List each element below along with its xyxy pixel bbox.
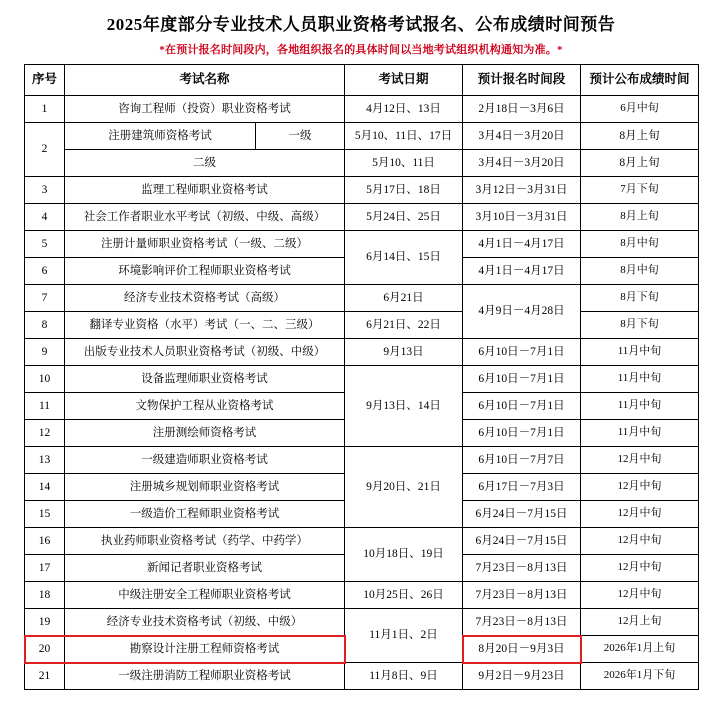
cell-publish: 7月下旬 xyxy=(581,177,699,204)
cell-name: 勘察设计注册工程师资格考试 xyxy=(65,636,345,663)
cell-name: 翻译专业资格（水平）考试（一、二、三级） xyxy=(65,312,345,339)
cell-seq: 14 xyxy=(25,474,65,501)
cell-seq: 16 xyxy=(25,528,65,555)
cell-registration: 7月23日－8月13日 xyxy=(463,582,581,609)
table-row xyxy=(25,447,699,474)
cell-seq: 15 xyxy=(25,501,65,528)
cell-registration: 3月10日－3月31日 xyxy=(463,204,581,231)
table-row xyxy=(25,150,699,177)
cell-date: 4月12日、13日 xyxy=(345,96,463,123)
cell-name: 经济专业技术资格考试（高级） xyxy=(65,285,345,312)
header-date: 考试日期 xyxy=(345,65,463,96)
cell-publish: 8月中旬 xyxy=(581,231,699,258)
cell-name: 一级造价工程师职业资格考试 xyxy=(65,501,345,528)
header-name: 考试名称 xyxy=(65,65,345,96)
cell-date: 5月10、11日、17日 xyxy=(345,123,463,150)
cell-date: 9月13日 xyxy=(345,339,463,366)
cell-publish: 2026年1月上旬 xyxy=(581,636,699,663)
cell-name: 设备监理师职业资格考试 xyxy=(65,366,345,393)
cell-name: 咨询工程师（投资）职业资格考试 xyxy=(65,96,345,123)
cell-seq: 21 xyxy=(25,663,65,690)
cell-registration: 2月18日－3月6日 xyxy=(463,96,581,123)
cell-date: 5月10、11日 xyxy=(345,150,463,177)
cell-name: 注册计量师职业资格考试（一级、二级） xyxy=(65,231,345,258)
cell-name: 文物保护工程从业资格考试 xyxy=(65,393,345,420)
cell-seq: 1 xyxy=(25,96,65,123)
cell-seq: 2 xyxy=(25,123,65,177)
cell-publish: 6月中旬 xyxy=(581,96,699,123)
cell-level: 二级 xyxy=(193,156,216,169)
header-publish: 预计公布成绩时间 xyxy=(581,65,699,96)
cell-name: 出版专业技术人员职业资格考试（初级、中级） xyxy=(65,339,345,366)
cell-publish: 12月中旬 xyxy=(581,555,699,582)
cell-registration: 6月10日－7月1日 xyxy=(463,420,581,447)
cell-name xyxy=(65,123,345,150)
exam-schedule-table xyxy=(24,64,699,690)
cell-publish: 11月中旬 xyxy=(581,393,699,420)
cell-seq: 17 xyxy=(25,555,65,582)
cell-name: 环境影响评价工程师职业资格考试 xyxy=(65,258,345,285)
cell-registration: 6月10日－7月1日 xyxy=(463,366,581,393)
cell-date: 9月13日、14日 xyxy=(345,366,463,447)
cell-publish: 12月中旬 xyxy=(581,474,699,501)
cell-publish: 12月中旬 xyxy=(581,582,699,609)
cell-publish: 2026年1月下旬 xyxy=(581,663,699,690)
table-row xyxy=(25,609,699,636)
cell-publish: 12月中旬 xyxy=(581,528,699,555)
cell-seq: 20 xyxy=(25,636,65,663)
cell-name: 经济专业技术资格考试（初级、中级） xyxy=(65,609,345,636)
cell-seq: 3 xyxy=(25,177,65,204)
cell-registration: 6月10日－7月1日 xyxy=(463,339,581,366)
cell-seq: 4 xyxy=(25,204,65,231)
cell-name: 社会工作者职业水平考试（初级、中级、高级） xyxy=(65,204,345,231)
table-row xyxy=(25,663,699,690)
cell-publish: 12月上旬 xyxy=(581,609,699,636)
cell-seq: 9 xyxy=(25,339,65,366)
cell-publish: 8月下旬 xyxy=(581,285,699,312)
cell-publish: 8月上旬 xyxy=(581,150,699,177)
table-row xyxy=(25,231,699,258)
cell-seq: 8 xyxy=(25,312,65,339)
table-row xyxy=(25,96,699,123)
cell-date: 11月8日、9日 xyxy=(345,663,463,690)
cell-publish: 11月中旬 xyxy=(581,339,699,366)
cell-name-text: 注册建筑师资格考试 xyxy=(65,123,256,149)
table-row xyxy=(25,123,699,150)
table-header-row xyxy=(25,65,699,96)
cell-publish: 8月下旬 xyxy=(581,312,699,339)
cell-registration: 3月4日－3月20日 xyxy=(463,123,581,150)
cell-name: 注册测绘师资格考试 xyxy=(65,420,345,447)
table-row xyxy=(25,312,699,339)
cell-publish: 8月中旬 xyxy=(581,258,699,285)
header-seq: 序号 xyxy=(25,65,65,96)
cell-seq: 18 xyxy=(25,582,65,609)
cell-date: 5月24日、25日 xyxy=(345,204,463,231)
cell-name: 监理工程师职业资格考试 xyxy=(65,177,345,204)
cell-publish: 11月中旬 xyxy=(581,420,699,447)
cell-name xyxy=(65,150,345,177)
cell-registration: 3月4日－3月20日 xyxy=(463,150,581,177)
cell-date: 10月18日、19日 xyxy=(345,528,463,582)
page-title: 2025年度部分专业技术人员职业资格考试报名、公布成绩时间预告 xyxy=(106,15,616,34)
cell-name: 执业药师职业资格考试（药学、中药学） xyxy=(65,528,345,555)
cell-name: 注册城乡规划师职业资格考试 xyxy=(65,474,345,501)
cell-seq: 5 xyxy=(25,231,65,258)
cell-registration: 4月1日－4月17日 xyxy=(463,231,581,258)
cell-date: 10月25日、26日 xyxy=(345,582,463,609)
cell-registration: 9月2日－9月23日 xyxy=(463,663,581,690)
cell-registration: 6月17日－7月3日 xyxy=(463,474,581,501)
table-row xyxy=(25,285,699,312)
cell-seq: 12 xyxy=(25,420,65,447)
cell-date: 6月14日、15日 xyxy=(345,231,463,285)
cell-seq: 11 xyxy=(25,393,65,420)
cell-seq: 13 xyxy=(25,447,65,474)
cell-seq: 19 xyxy=(25,609,65,636)
cell-date: 11月1日、2日 xyxy=(345,609,463,663)
table-row xyxy=(25,528,699,555)
cell-registration: 7月23日－8月13日 xyxy=(463,555,581,582)
cell-registration: 4月1日－4月17日 xyxy=(463,258,581,285)
table-row xyxy=(25,177,699,204)
cell-date: 5月17日、18日 xyxy=(345,177,463,204)
cell-registration: 7月23日－8月13日 xyxy=(463,609,581,636)
cell-date: 9月20日、21日 xyxy=(345,447,463,528)
cell-registration: 3月12日－3月31日 xyxy=(463,177,581,204)
table-row xyxy=(25,204,699,231)
table-row xyxy=(25,366,699,393)
cell-date: 6月21日 xyxy=(345,285,463,312)
cell-name: 一级建造师职业资格考试 xyxy=(65,447,345,474)
header-registration: 预计报名时间段 xyxy=(463,65,581,96)
table-row xyxy=(25,582,699,609)
cell-registration: 8月20日－9月3日 xyxy=(463,636,581,663)
cell-seq: 7 xyxy=(25,285,65,312)
cell-publish: 11月中旬 xyxy=(581,366,699,393)
cell-seq: 10 xyxy=(25,366,65,393)
cell-registration: 6月10日－7月7日 xyxy=(463,447,581,474)
cell-name: 中级注册安全工程师职业资格考试 xyxy=(65,582,345,609)
cell-level: 一级 xyxy=(288,129,312,142)
cell-registration: 6月24日－7月15日 xyxy=(463,501,581,528)
cell-publish: 12月中旬 xyxy=(581,501,699,528)
cell-publish: 12月中旬 xyxy=(581,447,699,474)
cell-publish: 8月上旬 xyxy=(581,204,699,231)
cell-seq: 6 xyxy=(25,258,65,285)
table-body xyxy=(25,96,699,690)
cell-name: 新闻记者职业资格考试 xyxy=(65,555,345,582)
cell-registration: 4月9日－4月28日 xyxy=(463,285,581,339)
cell-publish: 8月上旬 xyxy=(581,123,699,150)
cell-name: 一级注册消防工程师职业资格考试 xyxy=(65,663,345,690)
cell-date: 6月21日、22日 xyxy=(345,312,463,339)
table-row xyxy=(25,339,699,366)
cell-registration: 6月10日－7月1日 xyxy=(463,393,581,420)
page-note: *在预计报名时间段内，各地组织报名的具体时间以当地考试组织机构通知为准。* xyxy=(159,44,563,56)
cell-registration: 6月24日－7月15日 xyxy=(463,528,581,555)
